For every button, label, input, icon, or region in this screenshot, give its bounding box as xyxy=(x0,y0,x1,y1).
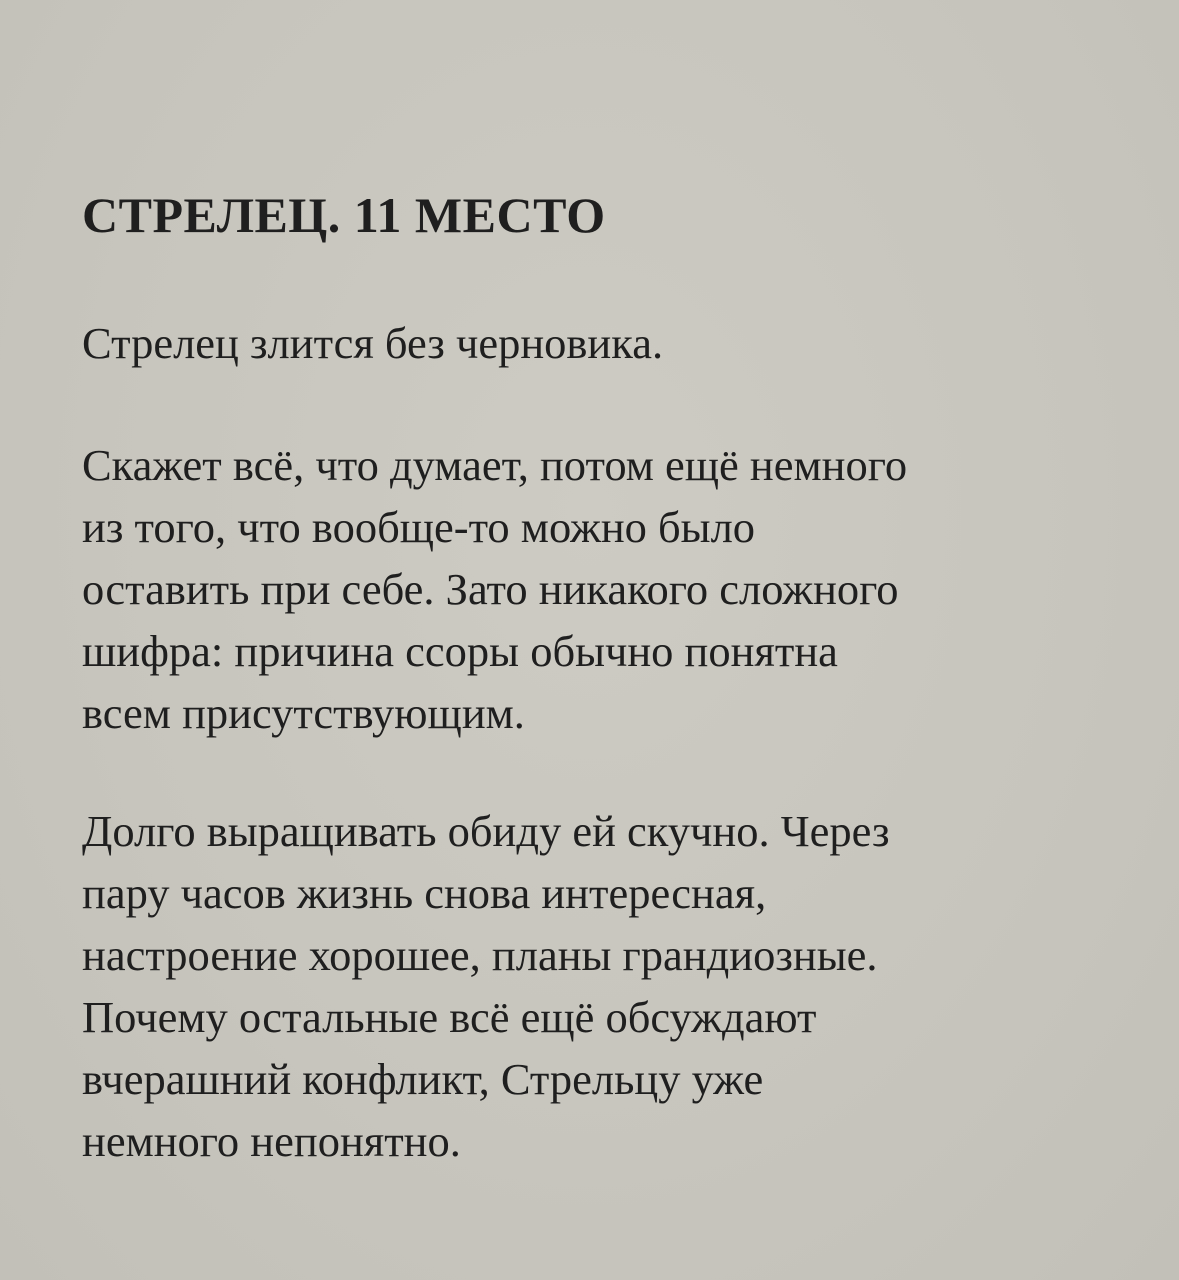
paragraph-line: пару часов жизнь снова интересная, xyxy=(82,868,767,918)
paragraph-line: из того, что вообще-то можно было xyxy=(82,502,756,552)
paragraph-line: Почему остальные всё ещё обсуждают xyxy=(82,992,817,1042)
page-title: СТРЕЛЕЦ. 11 МЕСТО xyxy=(82,187,606,243)
paragraph-intro xyxy=(82,312,663,374)
paragraph-resolution xyxy=(82,800,890,1172)
paragraph-line: настроение хорошее, планы грандиозные. xyxy=(82,930,878,980)
paragraph-line: немного непонятно. xyxy=(82,1116,461,1166)
paragraph-line: Долго выращивать обиду ей скучно. Через xyxy=(82,806,890,856)
paragraph-line: вчерашний конфликт, Стрельцу уже xyxy=(82,1054,764,1104)
paragraph-line: Стрелец злится без черновика. xyxy=(82,318,664,368)
paragraph-speech xyxy=(82,434,907,744)
paragraph-line: всем присутствующим. xyxy=(82,688,525,738)
paragraph-line: оставить при себе. Зато никакого сложного xyxy=(82,564,899,614)
paragraph-line: Скажет всё, что думает, потом ещё немного xyxy=(82,440,908,490)
paragraph-line: шифра: причина ссоры обычно понятна xyxy=(82,626,838,676)
